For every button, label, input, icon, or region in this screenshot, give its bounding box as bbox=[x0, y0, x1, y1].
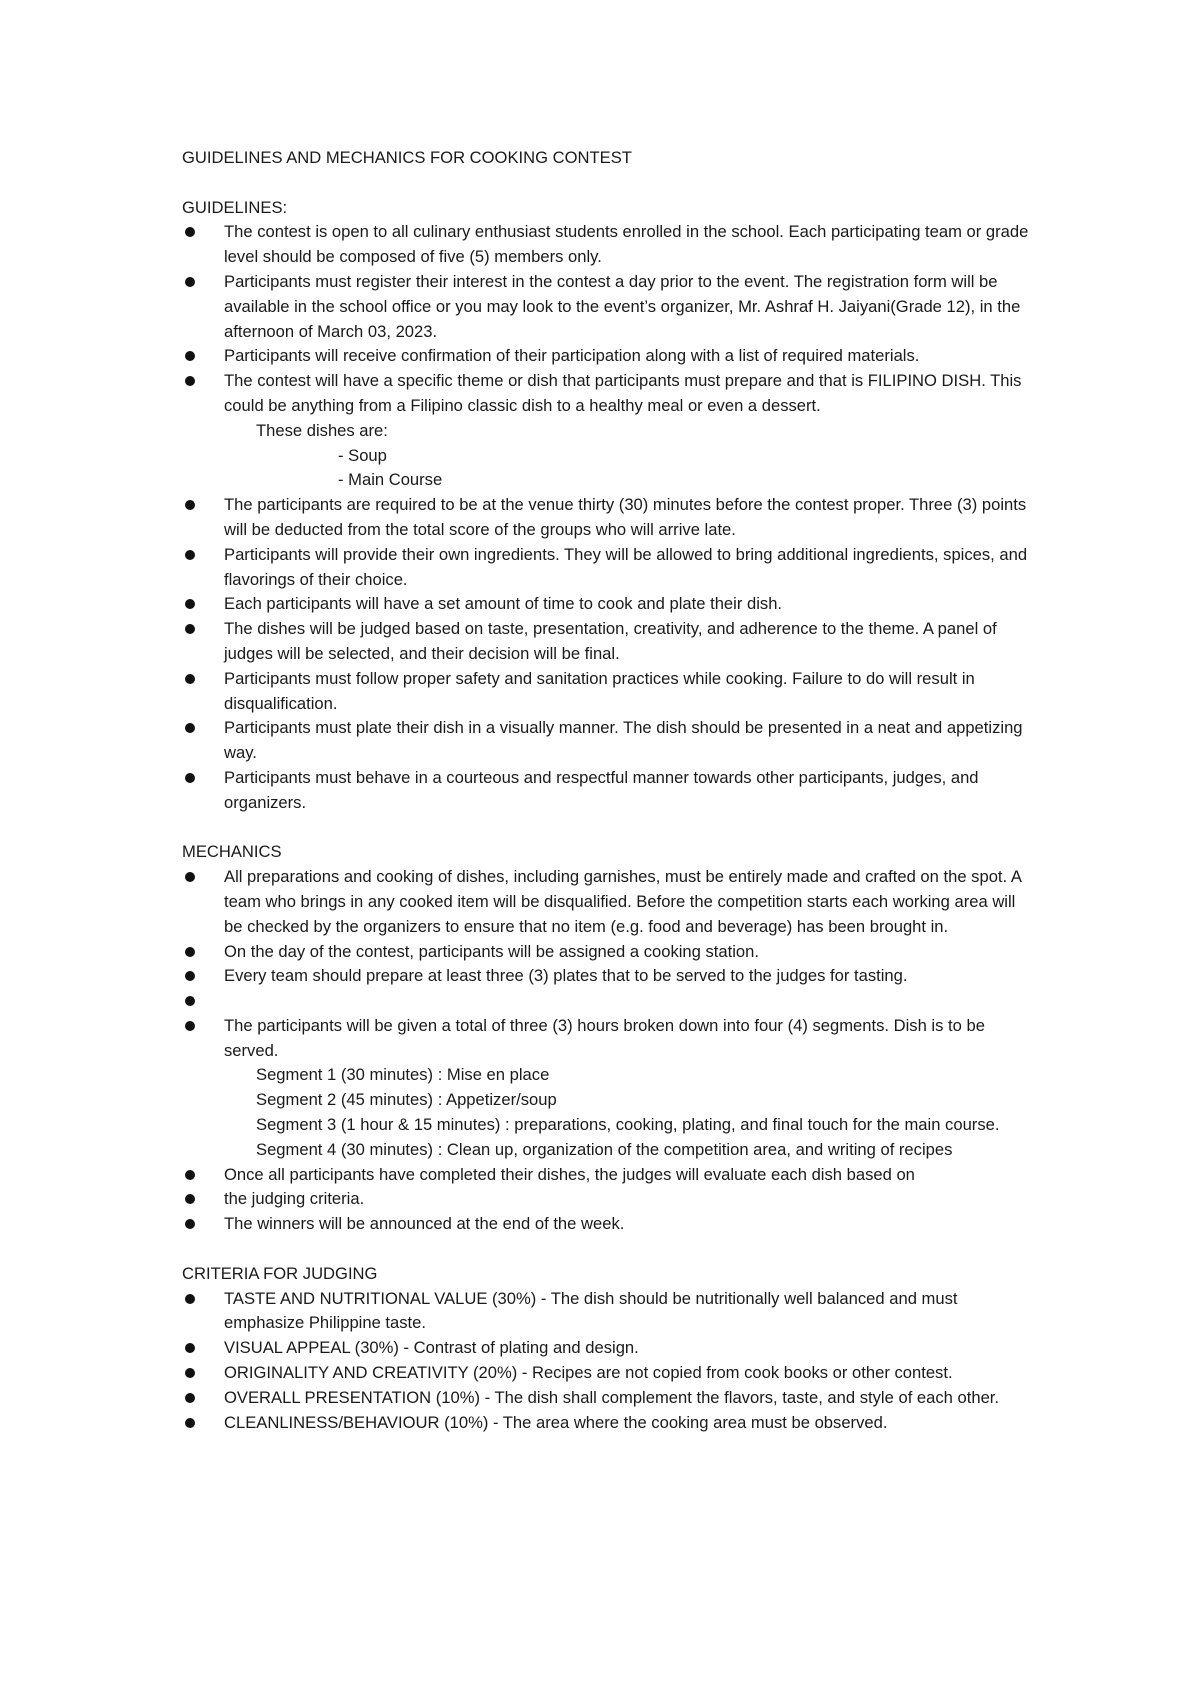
list-item: The contest is open to all culinary enthusiast students enrolled in the school. Each participating team or grade level should be composed of five (5) members only. bbox=[182, 220, 1032, 270]
segment-3: Segment 3 (1 hour & 15 minutes) : preparations, cooking, plating, and final touch for the main course. bbox=[256, 1115, 1000, 1135]
criteria-heading: CRITERIA FOR JUDGING bbox=[182, 1263, 378, 1283]
list-item: Once all participants have completed their dishes, the judges will evaluate each dish based on bbox=[182, 1163, 1032, 1188]
list-item: On the day of the contest, participants will be assigned a cooking station. bbox=[182, 940, 1032, 965]
list-item: The contest will have a specific theme or dish that participants must prepare and that is FILIPINO DISH. This could be anything from a Filipino classic dish to a healthy meal or even a dessert. These dishes are: - Soup - Main Course bbox=[182, 369, 1032, 493]
criteria-list bbox=[182, 1287, 1032, 1436]
list-item: Participants must plate their dish in a visually manner. The dish should be presented in a neat and appetizing way. bbox=[182, 716, 1032, 766]
list-item: The dishes will be judged based on taste, presentation, creativity, and adherence to the theme. A panel of judges will be selected, and their decision will be final. bbox=[182, 617, 1032, 667]
list-item: the judging criteria. bbox=[182, 1187, 1032, 1212]
guidelines-list bbox=[182, 220, 1032, 815]
list-item: Participants must register their interest in the contest a day prior to the event. The registration form will be available in the school office or you may look to the event’s organizer, Mr. Ashraf H. Jaiyani(Grade 12), in the afternoon of March 03, 2023. bbox=[182, 270, 1032, 344]
guidelines-heading: GUIDELINES: bbox=[182, 197, 288, 217]
list-item: Every team should prepare at least three (3) plates that to be served to the judges for tasting. bbox=[182, 964, 1032, 989]
list-item: The winners will be announced at the end of the week. bbox=[182, 1212, 1032, 1237]
list-item: TASTE AND NUTRITIONAL VALUE (30%) - The dish should be nutritionally well balanced and must emphasize Philippine taste. bbox=[182, 1287, 1032, 1337]
list-item: Participants will receive confirmation of their participation along with a list of required materials. bbox=[182, 344, 1032, 369]
list-item: Participants will provide their own ingredients. They will be allowed to bring additional ingredients, spices, and flavorings of their choice. bbox=[182, 543, 1032, 593]
document-body bbox=[182, 146, 1032, 1435]
list-item: All preparations and cooking of dishes, including garnishes, must be entirely made and crafted on the spot. A team who brings in any cooked item will be disqualified. Before the competition starts each working area will be checked by the organizers to ensure that no item (e.g. food and beverage) has been brought in. bbox=[182, 865, 1032, 939]
mechanics-heading: MECHANICS bbox=[182, 842, 282, 862]
dishes-intro: These dishes are: bbox=[256, 420, 388, 440]
list-item: Each participants will have a set amount of time to cook and plate their dish. bbox=[182, 592, 1032, 617]
list-item: The participants will be given a total of three (3) hours broken down into four (4) segments. Dish is to be served. Segment 1 (30 minutes) : Mise en place Segment 2 (45 minutes) : Appetizer/soup Segment 3 (1 hour & 15 minutes) : preparations, cooking, plating, and final touch for the main course. Segment 4 (30 minutes) : Clean up, organization of the competition area, and writing of recipes bbox=[182, 1014, 1032, 1163]
list-item: VISUAL APPEAL (30%) - Contrast of plating and design. bbox=[182, 1336, 1032, 1361]
list-item: ORIGINALITY AND CREATIVITY (20%) - Recipes are not copied from cook books or other contest. bbox=[182, 1361, 1032, 1386]
segment-4: Segment 4 (30 minutes) : Clean up, organization of the competition area, and writing of recipes bbox=[256, 1139, 953, 1159]
dish-main-course: - Main Course bbox=[338, 470, 443, 490]
list-item: CLEANLINESS/BEHAVIOUR (10%) - The area where the cooking area must be observed. bbox=[182, 1411, 1032, 1436]
list-item: Participants must behave in a courteous and respectful manner towards other participants, judges, and organizers. bbox=[182, 766, 1032, 816]
list-item: OVERALL PRESENTATION (10%) - The dish shall complement the flavors, taste, and style of each other. bbox=[182, 1386, 1032, 1411]
list-item: Participants must follow proper safety and sanitation practices while cooking. Failure to do will result in disqualification. bbox=[182, 667, 1032, 717]
document-title: GUIDELINES AND MECHANICS FOR COOKING CONTEST bbox=[182, 148, 632, 167]
segment-2: Segment 2 (45 minutes) : Appetizer/soup bbox=[256, 1090, 557, 1110]
mechanics-list bbox=[182, 865, 1032, 1237]
segment-1: Segment 1 (30 minutes) : Mise en place bbox=[256, 1065, 550, 1085]
dish-soup: - Soup bbox=[338, 445, 387, 465]
list-item: The participants are required to be at the venue thirty (30) minutes before the contest proper. Three (3) points will be deducted from the total score of the groups who will arrive late. bbox=[182, 493, 1032, 543]
list-item-empty bbox=[182, 989, 1032, 1014]
